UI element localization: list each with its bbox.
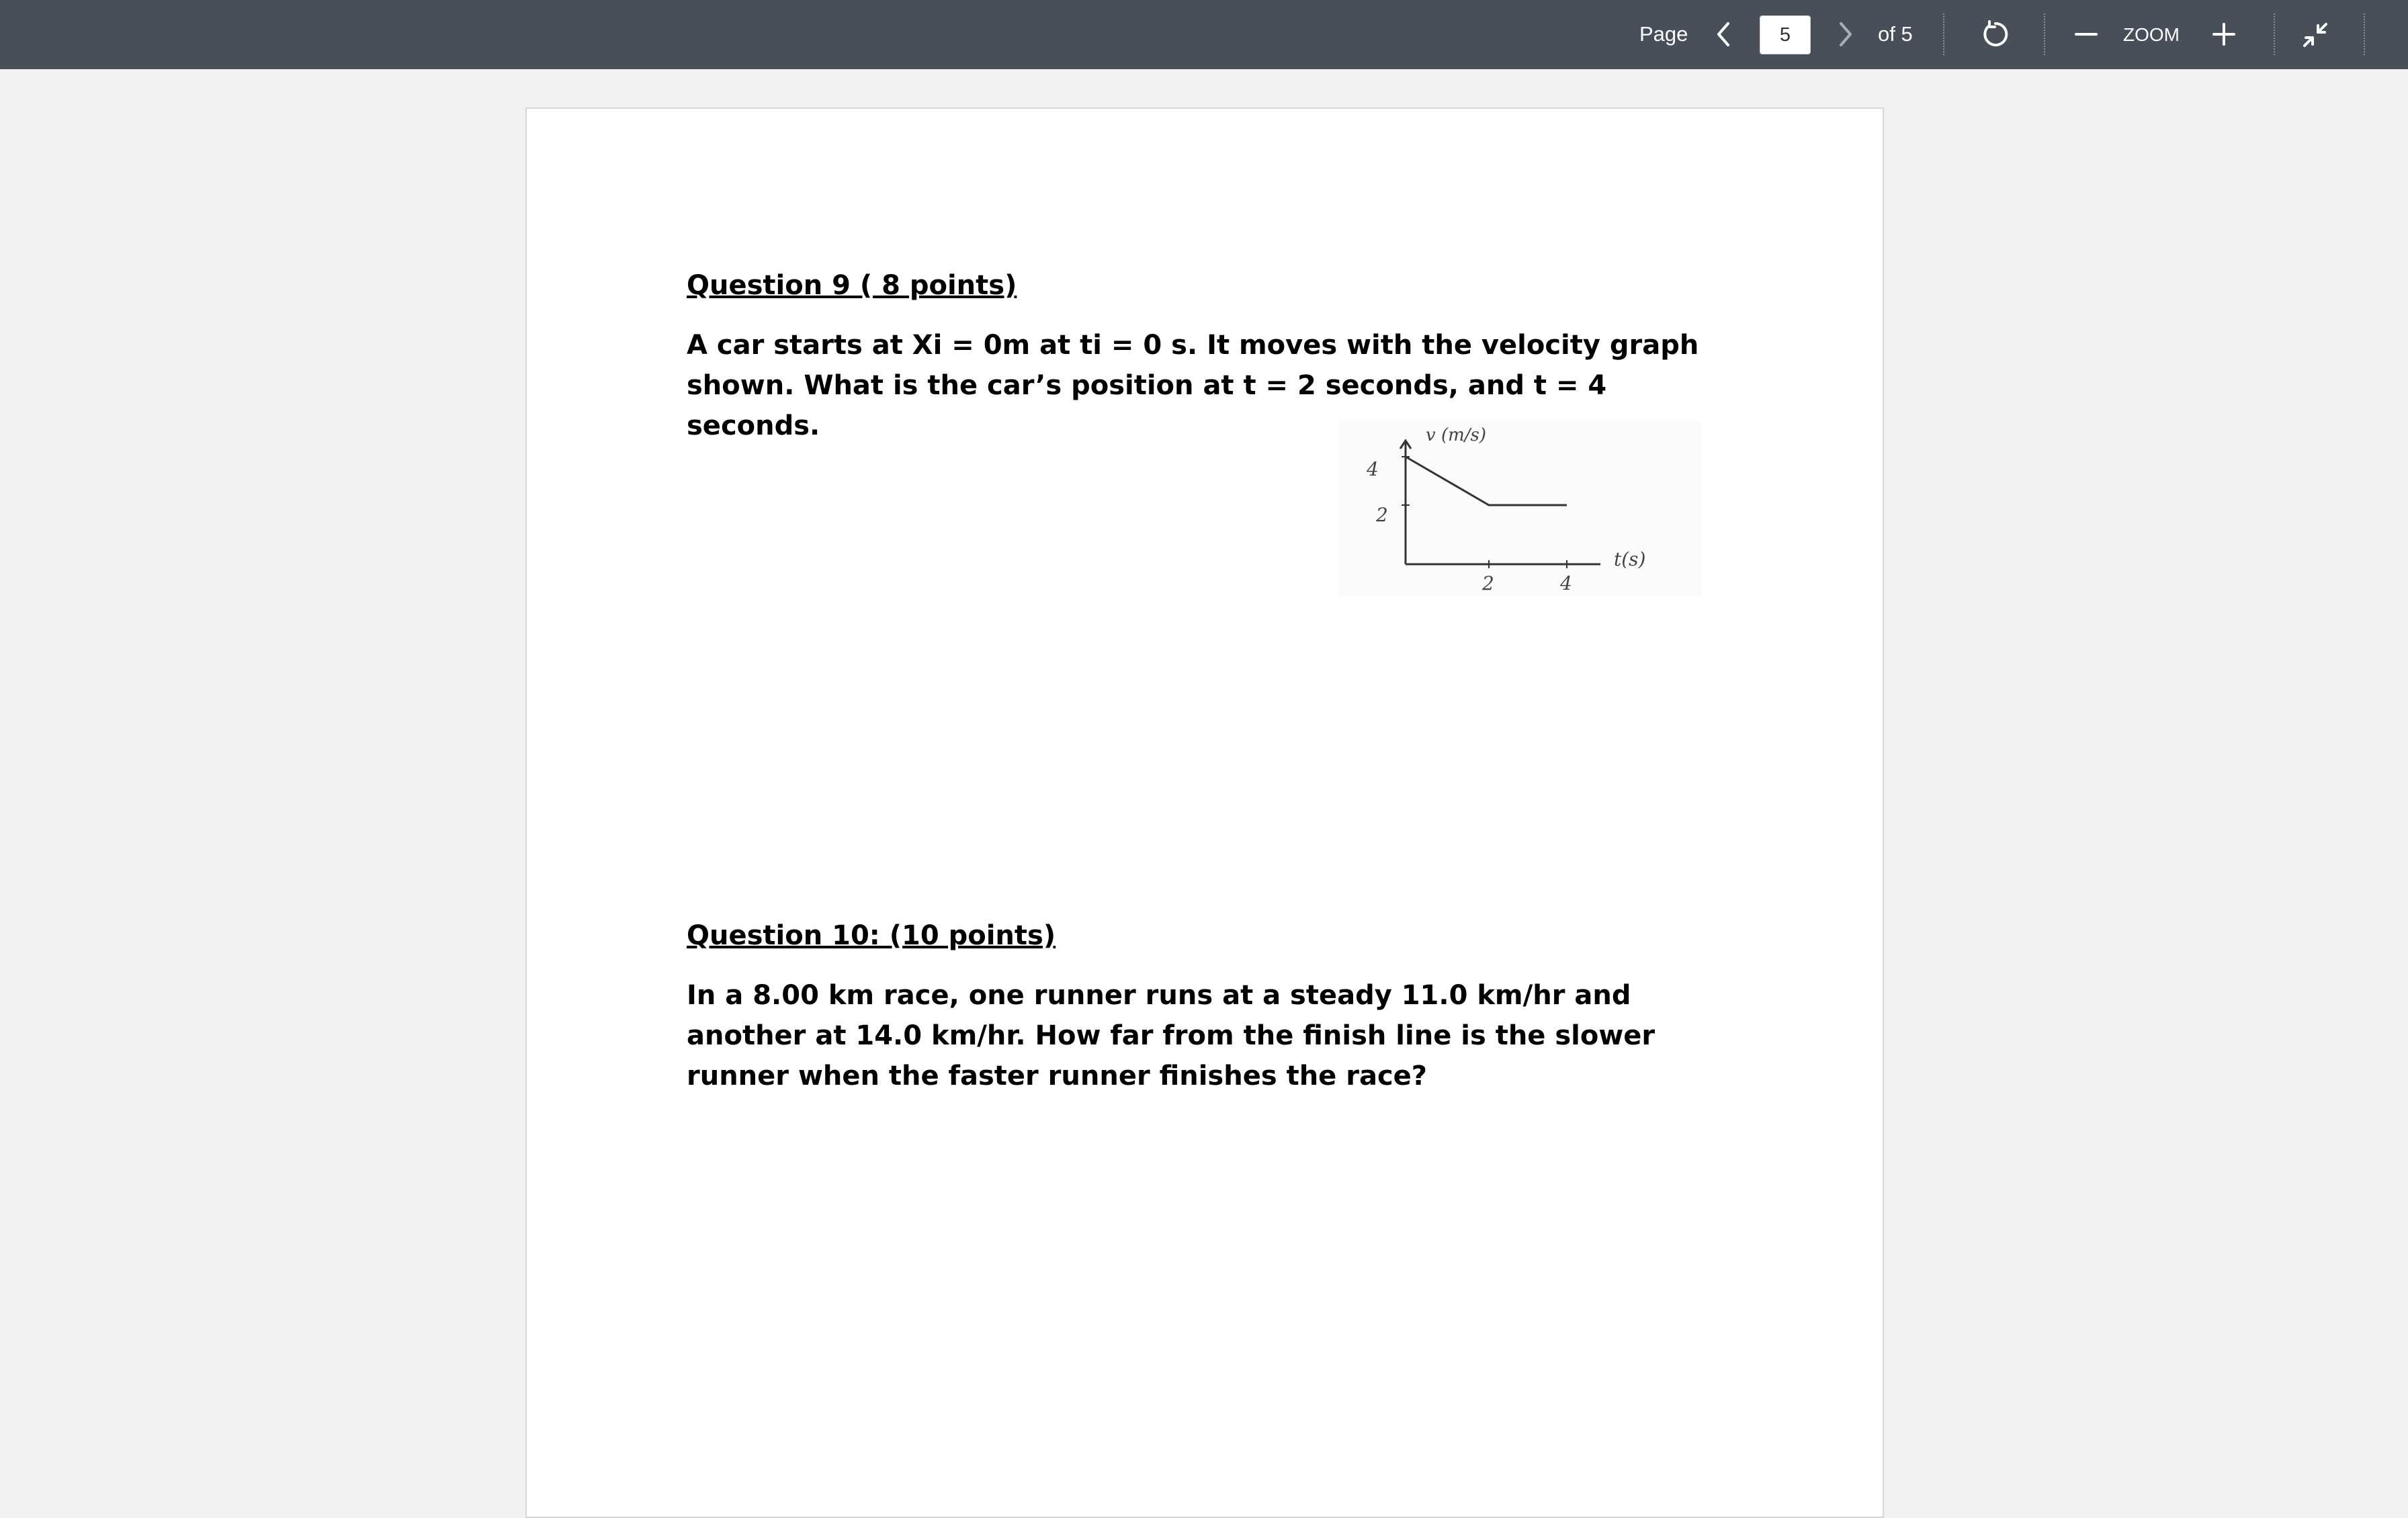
chevron-left-icon [1713, 21, 1733, 48]
zoom-label: ZOOM [2123, 24, 2180, 45]
collapse-arrows-icon [2300, 20, 2330, 50]
y-axis-label: v (m/s) [1426, 425, 1486, 445]
toolbar-separator [2274, 13, 2275, 55]
x-tick-label-4: 4 [1560, 572, 1572, 594]
toolbar-separator [2044, 13, 2045, 55]
total-pages-label: of 5 [1878, 22, 1913, 46]
previous-page-button[interactable] [1707, 17, 1740, 51]
toolbar-separator [1943, 13, 1944, 55]
zoom-out-button[interactable] [2069, 17, 2103, 51]
minus-icon [2074, 22, 2098, 46]
question-10-body: In a 8.00 km race, one runner runs at a steady 11.0 km/hr and another at 14.0 km/hr. How far from the finish line is the slower runner when the faster runner finishes the race? [687, 980, 1656, 1091]
rotate-button[interactable] [1977, 16, 2014, 54]
chevron-right-icon [1836, 21, 1856, 48]
page-label: Page [1639, 22, 1688, 46]
page-number-input[interactable] [1760, 15, 1811, 54]
x-axis-label: t(s) [1614, 548, 1646, 570]
y-tick-label-4: 4 [1367, 458, 1379, 480]
graph-background [1338, 422, 1701, 596]
next-page-button[interactable] [1829, 17, 1862, 51]
plus-icon [2211, 21, 2237, 47]
document-page [525, 107, 1884, 1518]
y-tick-label-2: 2 [1376, 504, 1388, 526]
question-10-title: Question 10: (10 points) [687, 920, 1056, 951]
toolbar-separator [2364, 13, 2365, 55]
question-9-title: Question 9 ( 8 points) [687, 270, 1017, 301]
rotate-icon [1980, 19, 2011, 50]
x-tick-label-2: 2 [1482, 572, 1494, 594]
exit-fullscreen-button[interactable] [2296, 16, 2334, 54]
velocity-time-graph [1338, 422, 1701, 596]
question-9-body: A car starts at Xi = 0m at ti = 0 s. It moves with the velocity graph shown. What is the car’s position at t = 2 seconds, and t = 4 seconds. [687, 330, 1699, 441]
zoom-in-button[interactable] [2207, 17, 2241, 51]
pdf-toolbar [0, 0, 2408, 69]
